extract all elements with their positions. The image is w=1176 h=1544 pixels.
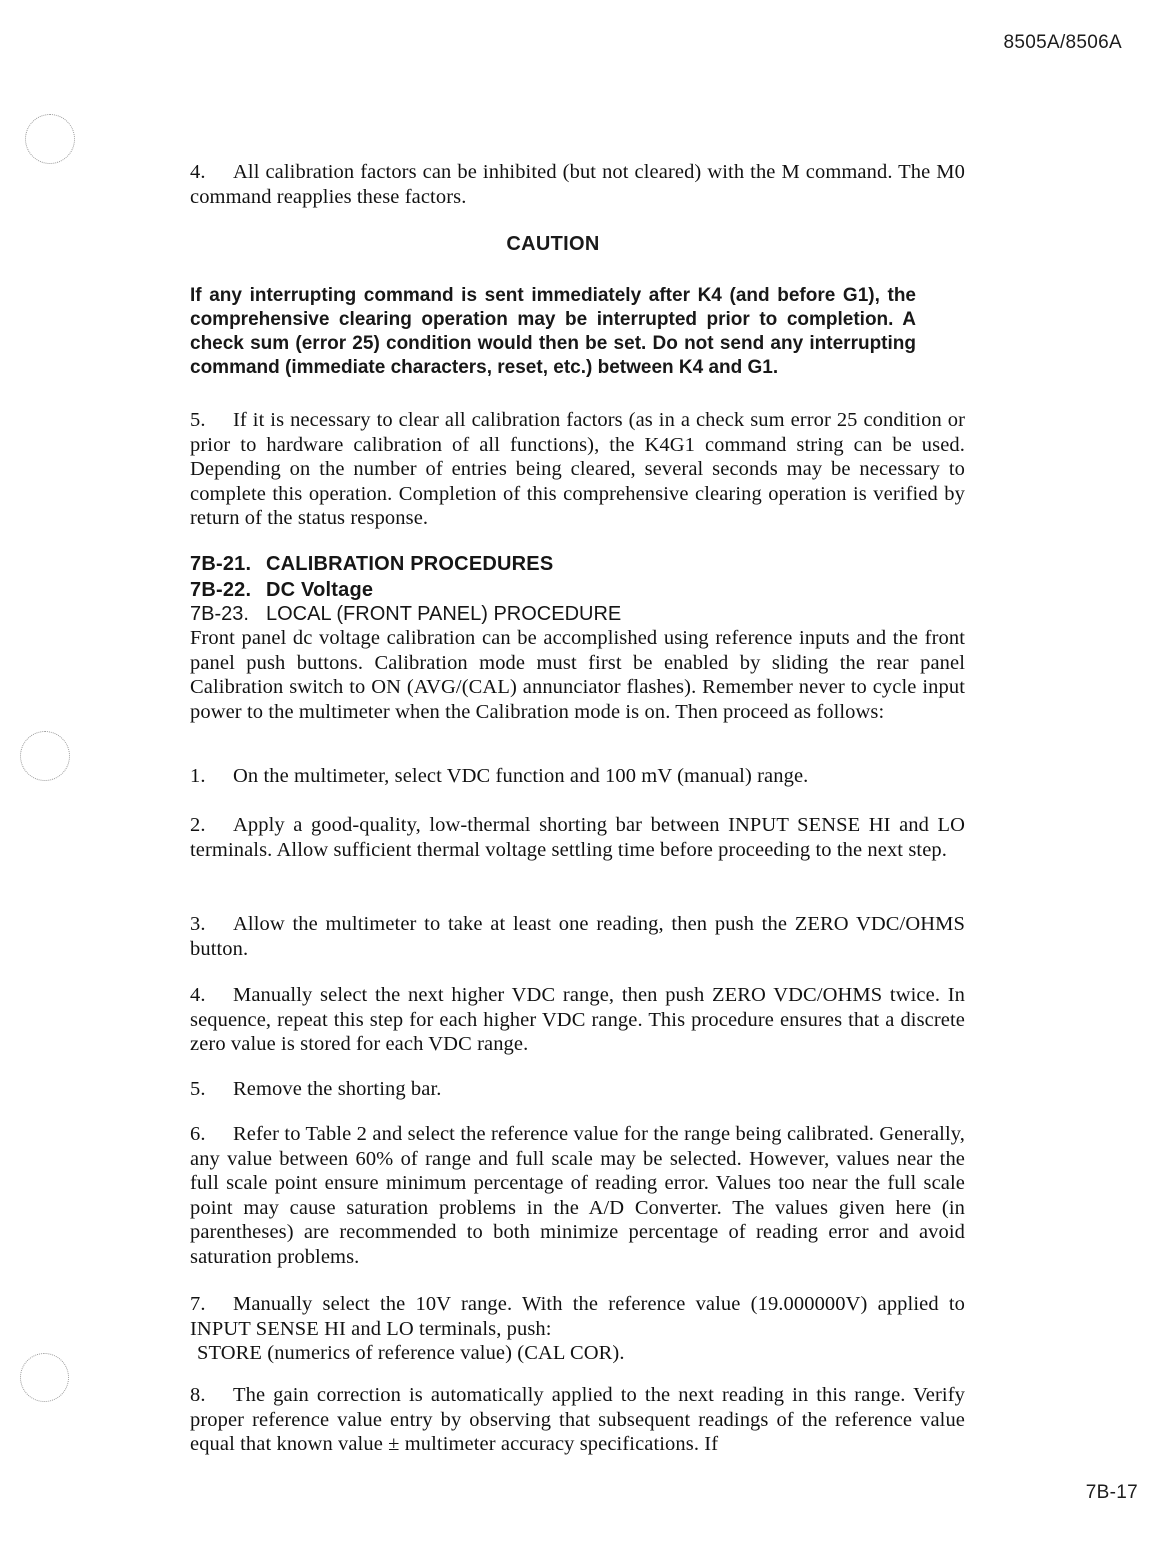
- step-text-wrap: [190, 1292, 965, 1341]
- step-text: The gain correction is automatically applied to the next reading in this range. Verify proper reference value entry by observing that subsequent readings of the reference value equal that known value ± multimeter accuracy specifications. If: [190, 1384, 965, 1455]
- paragraph-text: All calibration factors can be inhibited (but not cleared) with the M command. The M0 command reapplies these factors.: [190, 161, 965, 208]
- step-number: 5.: [190, 1078, 206, 1100]
- section-heading-7b-23: [190, 602, 965, 626]
- step-number: 1.: [190, 765, 206, 787]
- step-6: [190, 1122, 965, 1269]
- step-3: [190, 912, 965, 961]
- section-number: 7B-22.: [190, 579, 252, 601]
- punch-hole-artifact: [25, 114, 75, 164]
- step-text: Refer to Table 2 and select the reference value for the range being calibrated. Generally, any value between 60% of range and full scale may be selected. However, values near the full scale point ensure minimum percentage of reading error. Values too near the full scale point may cause saturation problems in the A/D Converter. The values given here (in parentheses) are recommended to both minimize percentage of reading error and avoid saturation problems.: [190, 1123, 965, 1268]
- intro-paragraph: Front panel dc voltage calibration can be accomplished using reference inputs and the front panel push buttons. Calibration mode must first be enabled by sliding the rear panel Calibration switch to ON (AVG/(CAL) annunciator flashes). Remember never to cycle input power to the multimeter when the Calibration mode is on. Then proceed as follows:: [190, 627, 965, 723]
- punch-hole-artifact: [20, 1353, 69, 1402]
- step-text: Manually select the 10V range. With the reference value (19.000000V) applied to INPUT SENSE HI and LO terminals, push:: [190, 1293, 965, 1340]
- section-title: CALIBRATION PROCEDURES: [266, 553, 554, 575]
- caution-paragraph: If any interrupting command is sent immediately after K4 (and before G1), the comprehensive clearing operation may be interrupted prior to completion. A check sum (error 25) condition would then be set. Do not send any interrupting command (immediate characters, reset, etc.) between K4 and G1.: [190, 285, 916, 378]
- section-title: LOCAL (FRONT PANEL) PROCEDURE: [266, 603, 622, 625]
- section-heading-7b-21: [190, 552, 965, 576]
- step-text: Remove the shorting bar.: [233, 1078, 442, 1100]
- step-text: Manually select the next higher VDC range, then push ZERO VDC/OHMS twice. In sequence, repeat this step for each higher VDC range. This procedure ensures that a discrete zero value is stored for each VDC range.: [190, 984, 965, 1055]
- step-4: [190, 983, 965, 1057]
- section-title: DC Voltage: [266, 579, 374, 601]
- page-header-model-number: 8505A/8506A: [1003, 32, 1122, 53]
- step-number: 7.: [190, 1293, 206, 1315]
- list-number: 4.: [190, 161, 206, 183]
- step-number: 4.: [190, 984, 206, 1006]
- step-7: [190, 1292, 965, 1366]
- section-number: 7B-21.: [190, 553, 252, 575]
- step-number: 8.: [190, 1384, 206, 1406]
- step-2: [190, 813, 965, 862]
- paragraph-text: If it is necessary to clear all calibration factors (as in a check sum error 25 condition or prior to hardware calibration of all functions), the K4G1 command string can be used. Depending on the number of entries being cleared, several seconds may be necessary to complete this operation. Completion of this comprehensive clearing operation is verified by return of the status response.: [190, 409, 965, 529]
- step-text: Allow the multimeter to take at least one reading, then push the ZERO VDC/OHMS button.: [190, 913, 965, 960]
- step-number: 3.: [190, 913, 206, 935]
- paragraph-item-4: [190, 160, 965, 209]
- section-heading-7b-22: [190, 578, 965, 602]
- caution-heading: CAUTION: [506, 233, 600, 255]
- step-number: 2.: [190, 814, 206, 836]
- step-text: On the multimeter, select VDC function and 100 mV (manual) range.: [233, 765, 809, 787]
- step-1: [190, 764, 965, 789]
- section-number: 7B-23.: [190, 603, 249, 625]
- punch-hole-artifact: [20, 731, 70, 781]
- step-store-line: STORE (numerics of reference value) (CAL COR).: [197, 1342, 625, 1364]
- paragraph-item-5: [190, 408, 965, 531]
- step-text: Apply a good-quality, low-thermal shorting bar between INPUT SENSE HI and LO terminals. Allow sufficient thermal voltage settling time before proceeding to the next step.: [190, 814, 965, 861]
- step-5: [190, 1077, 965, 1102]
- page-number: 7B-17: [1085, 1482, 1138, 1503]
- list-number: 5.: [190, 409, 206, 431]
- step-number: 6.: [190, 1123, 206, 1145]
- step-8: [190, 1383, 965, 1457]
